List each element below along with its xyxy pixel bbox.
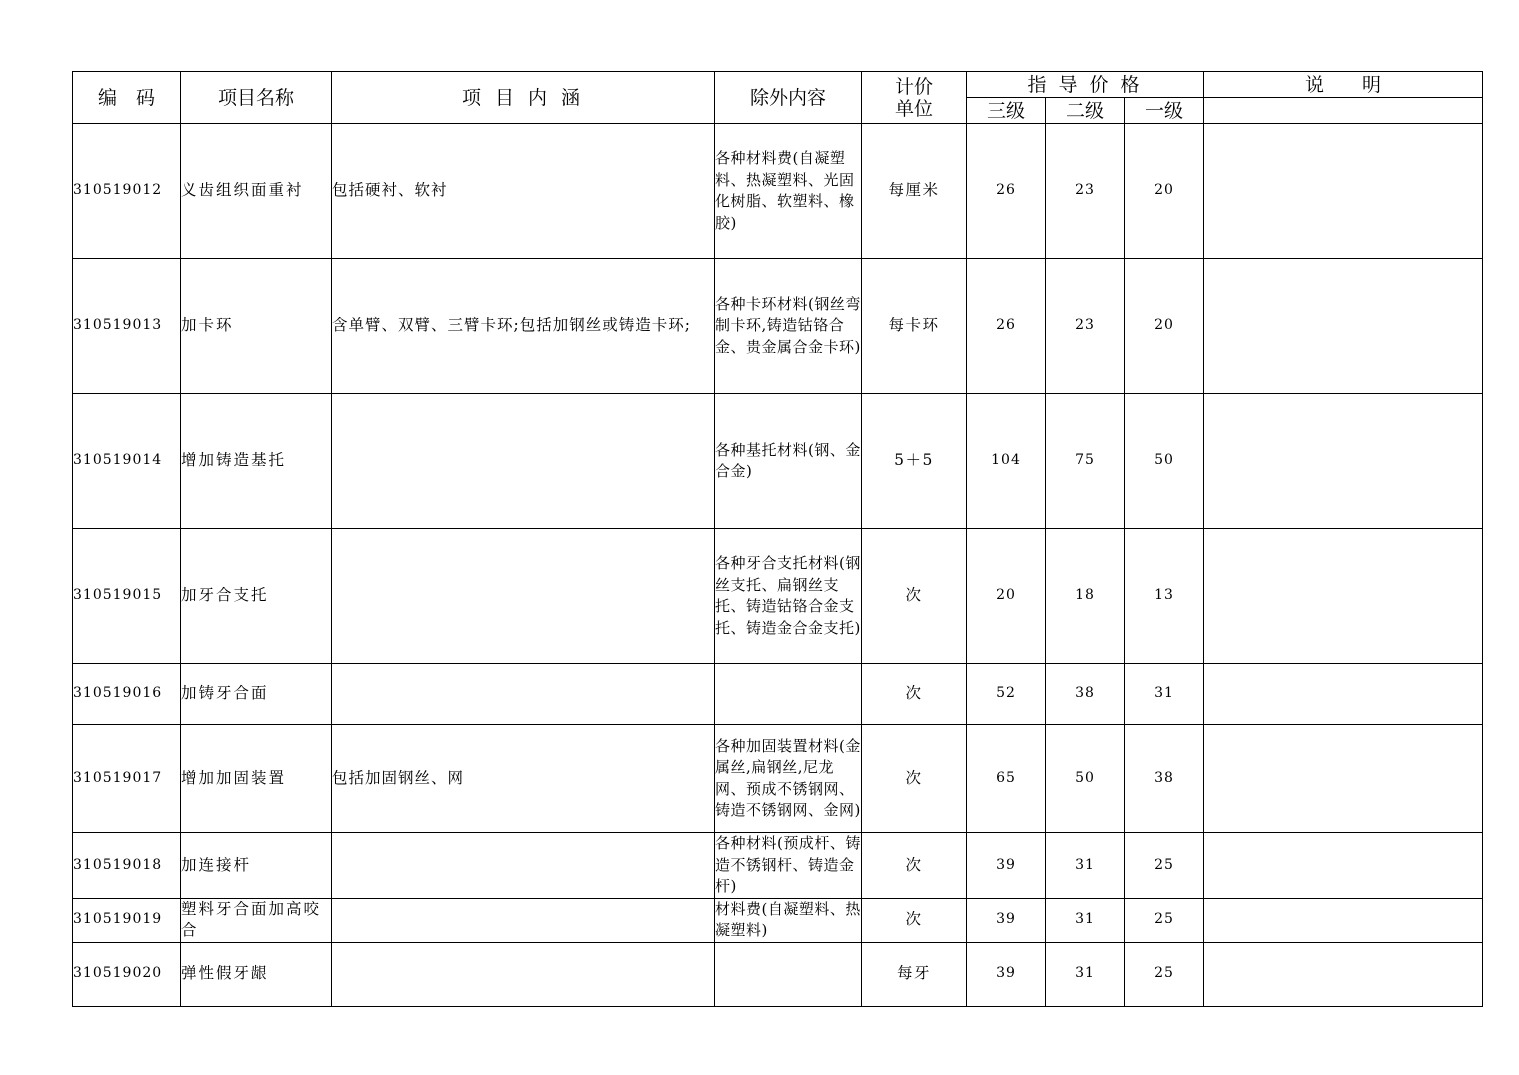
row-scope <box>332 394 715 529</box>
row-unit: 每卡环 <box>862 259 967 394</box>
row-scope <box>332 664 715 725</box>
row-level3: 39 <box>967 898 1046 942</box>
header-notes: 说 明 <box>1204 72 1483 98</box>
row-scope: 含单臂、双臂、三臂卡环;包括加钢丝或铸造卡环; <box>332 259 715 394</box>
header-unit-bottom: 单位 <box>894 97 933 120</box>
header-name: 项目名称 <box>181 72 332 124</box>
header-scope: 项 目 内 涵 <box>332 72 715 124</box>
table-header <box>73 72 1483 124</box>
row-scope <box>332 529 715 664</box>
row-code: 310519016 <box>73 664 181 725</box>
row-unit: 每厘米 <box>862 124 967 259</box>
table-row <box>73 259 1483 394</box>
row-unit: 次 <box>862 529 967 664</box>
table-row <box>73 529 1483 664</box>
row-name: 增加铸造基托 <box>181 394 332 529</box>
row-name: 加连接杆 <box>181 833 332 899</box>
header-guide-price: 指 导 价 格 <box>967 72 1204 98</box>
header-level3: 三级 <box>967 98 1046 124</box>
header-code: 编 码 <box>73 72 181 124</box>
row-level2: 31 <box>1046 898 1125 942</box>
row-code: 310519017 <box>73 725 181 833</box>
row-unit: 每牙 <box>862 942 967 1006</box>
row-level3: 104 <box>967 394 1046 529</box>
row-level3: 39 <box>967 942 1046 1006</box>
header-unit-top: 计价 <box>894 75 933 98</box>
row-unit: 次 <box>862 833 967 899</box>
row-level2: 31 <box>1046 833 1125 899</box>
row-notes <box>1204 898 1483 942</box>
row-code: 310519019 <box>73 898 181 942</box>
row-scope <box>332 833 715 899</box>
row-code: 310519014 <box>73 394 181 529</box>
row-notes <box>1204 394 1483 529</box>
row-level2: 23 <box>1046 259 1125 394</box>
row-name: 加牙合支托 <box>181 529 332 664</box>
row-name: 加铸牙合面 <box>181 664 332 725</box>
table-row <box>73 664 1483 725</box>
row-exclusions: 各种基托材料(钢、金合金) <box>715 394 862 529</box>
row-exclusions: 各种卡环材料(钢丝弯制卡环,铸造钴铬合金、贵金属合金卡环) <box>715 259 862 394</box>
row-unit: 5＋5 <box>862 394 967 529</box>
row-code: 310519018 <box>73 833 181 899</box>
row-name: 加卡环 <box>181 259 332 394</box>
row-exclusions: 各种材料费(自凝塑料、热凝塑料、光固化树脂、软塑料、橡胶) <box>715 124 862 259</box>
row-exclusions: 各种牙合支托材料(钢丝支托、扁钢丝支托、铸造钴铬合金支托、铸造金合金支托) <box>715 529 862 664</box>
table-row <box>73 394 1483 529</box>
header-unit <box>862 72 967 124</box>
row-level2: 31 <box>1046 942 1125 1006</box>
table-row <box>73 833 1483 899</box>
row-level2: 18 <box>1046 529 1125 664</box>
header-level1: 一级 <box>1125 98 1204 124</box>
row-level1: 50 <box>1125 394 1204 529</box>
header-level2: 二级 <box>1046 98 1125 124</box>
row-exclusions: 材料费(自凝塑料、热凝塑料) <box>715 898 862 942</box>
row-code: 310519020 <box>73 942 181 1006</box>
table-body <box>73 124 1483 1007</box>
row-level3: 39 <box>967 833 1046 899</box>
row-scope <box>332 898 715 942</box>
row-unit: 次 <box>862 664 967 725</box>
row-level1: 38 <box>1125 725 1204 833</box>
row-exclusions <box>715 664 862 725</box>
table-row <box>73 898 1483 942</box>
row-notes <box>1204 942 1483 1006</box>
row-level2: 50 <box>1046 725 1125 833</box>
row-level3: 65 <box>967 725 1046 833</box>
row-name: 增加加固装置 <box>181 725 332 833</box>
price-table <box>72 71 1483 1007</box>
row-exclusions: 各种加固装置材料(金属丝,扁钢丝,尼龙网、预成不锈钢网、铸造不锈钢网、金网) <box>715 725 862 833</box>
row-unit: 次 <box>862 725 967 833</box>
row-level3: 20 <box>967 529 1046 664</box>
row-level3: 26 <box>967 124 1046 259</box>
row-level2: 75 <box>1046 394 1125 529</box>
row-level1: 13 <box>1125 529 1204 664</box>
row-level1: 25 <box>1125 942 1204 1006</box>
row-notes <box>1204 124 1483 259</box>
row-notes <box>1204 833 1483 899</box>
row-name: 弹性假牙龈 <box>181 942 332 1006</box>
row-name: 义齿组织面重衬 <box>181 124 332 259</box>
row-code: 310519013 <box>73 259 181 394</box>
table-row <box>73 942 1483 1006</box>
header-notes-blank <box>1204 98 1483 124</box>
row-scope <box>332 942 715 1006</box>
row-notes <box>1204 259 1483 394</box>
row-exclusions: 各种材料(预成杆、铸造不锈钢杆、铸造金杆) <box>715 833 862 899</box>
row-level1: 20 <box>1125 124 1204 259</box>
row-level3: 26 <box>967 259 1046 394</box>
row-code: 310519012 <box>73 124 181 259</box>
row-level1: 20 <box>1125 259 1204 394</box>
row-notes <box>1204 664 1483 725</box>
row-level2: 23 <box>1046 124 1125 259</box>
row-level1: 25 <box>1125 898 1204 942</box>
row-level3: 52 <box>967 664 1046 725</box>
row-notes <box>1204 725 1483 833</box>
header-exclusions: 除外内容 <box>715 72 862 124</box>
row-name: 塑料牙合面加高咬合 <box>181 898 332 942</box>
table-row <box>73 124 1483 259</box>
row-exclusions <box>715 942 862 1006</box>
row-level1: 31 <box>1125 664 1204 725</box>
table-row <box>73 725 1483 833</box>
row-unit: 次 <box>862 898 967 942</box>
row-scope: 包括加固钢丝、网 <box>332 725 715 833</box>
row-notes <box>1204 529 1483 664</box>
row-scope: 包括硬衬、软衬 <box>332 124 715 259</box>
row-level2: 38 <box>1046 664 1125 725</box>
row-code: 310519015 <box>73 529 181 664</box>
row-level1: 25 <box>1125 833 1204 899</box>
